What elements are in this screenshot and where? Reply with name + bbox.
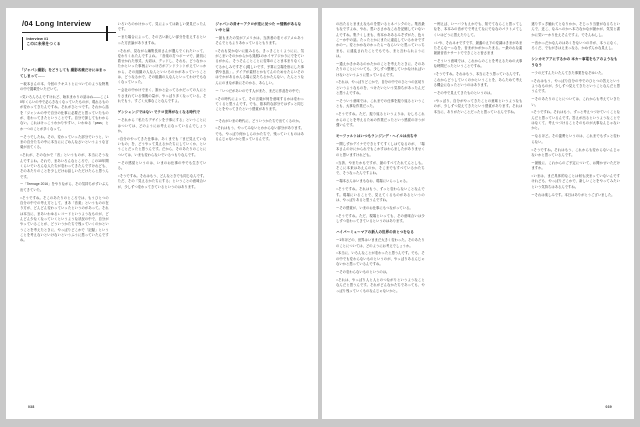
paragraph: ○それが、そのなかで「音」というものが、本当にそうなんですよね。それで、まあいろんなところで、この10年間くらいでいろんな人たちが変わってきたんですけれども、そのあたりのことを少しだけお話しいただけたらと思うんです。 xyxy=(20,153,109,179)
article-block xyxy=(118,22,207,104)
paragraph: ○やっぱり、自分がやってきたことの意味というようなものが、少しずつ見えてきたという感覚があります。それは本当に、ありがたいことだったと思っているんですね。 xyxy=(433,98,523,114)
paragraph: ーそういう意味では、これまでの仕事を振り返るということも、大事な作業だった。 xyxy=(336,99,425,109)
paragraph: ー1年ほどの、世界はいままだ大きく変わった。そのあたりのことについては、どのようにお考えでしょうか。 xyxy=(336,238,425,248)
left-page-columns xyxy=(20,19,305,393)
interview-label-en: Interview #1 xyxy=(26,36,49,41)
paragraph: ○それは、やっぱりどこかで、自分の中でのひとつの区切りというようなものを、つけたいという気持ちがあったんだと思うんですね。 xyxy=(336,80,425,96)
page-left-inner xyxy=(6,8,318,419)
interview-label-ja: このに未来をつくる xyxy=(26,41,61,46)
paragraph: ーまた場合によって、その古い新しい部分を変えするといった方法論がありますね。 xyxy=(117,35,207,45)
paragraph: ー場本さんはいまもなお、現場にいらっしゃる。 xyxy=(336,179,410,184)
paragraph: ー例えば、いーバラもえかでも、知でてならこと思ってしなを、本本みの音がでで考えてなにでななのパラトメてしくいはどうに思えたりして。 xyxy=(433,22,523,37)
paragraph: ○そうですね。それはもう、これからも変わらないんじゃないかと思っているんです。 xyxy=(531,147,621,157)
article-block xyxy=(336,230,425,294)
article-block xyxy=(215,22,304,113)
paragraph: ー会社の中かけでまく、誰かと会ってるかだっての人にとりさまれている情報の量が、やっぱり多くなっている。それでもう、すごく大事なことなんですよ。 xyxy=(117,88,207,104)
paragraph: ○そうですね。ただ、振り返るというよりは、むしろこれからのことを考えるための作業だったという感覚のほうが強いんです。 xyxy=(336,112,425,127)
page-left xyxy=(6,8,318,419)
right-page-columns xyxy=(336,22,620,393)
paragraph: ○そうですね。それはもう、ずっと考えつづけていくことなんだと思っているんです。答えが出るというようなことではなくて、考えつづけることそのものが大事なんじゃないかと。 xyxy=(531,110,621,131)
column-6 xyxy=(531,22,620,393)
section-heading: シンカモアアにするかの 本カー事電をもアのようなもうなう xyxy=(531,57,618,67)
paragraph: ー最後に、これからのご予定について、お聞かせいただけますか。 xyxy=(531,160,621,171)
page-right-inner xyxy=(322,8,634,419)
folio-right: 039 xyxy=(605,405,612,409)
paragraph: ○そうですね。それはもう、ずっと変わらないことなんです。現場にいることで、見えてくるものがあるというのは、やっぱりあると思うんですね。 xyxy=(336,187,425,202)
section-heading: 「ジャパン撮影」をどうしても 撮影名義だけにはまってしまって…… xyxy=(20,68,107,78)
paragraph: ーそれから「私たちデザインを子事にする」ということにはついては、どのようにお考えになっているんでしょうか。 xyxy=(117,118,207,133)
paragraph: ○その時代によって、その言葉が何を意味するかは変わってくると思うんです。でも、基本的な部分ではずっと同じことをやってきたという感覚があります。 xyxy=(215,96,305,112)
article-block xyxy=(336,134,425,224)
paragraph: ー最もまたの気がアメリカは、当該者の変ぐボアメルあうそんでともよりあわっているともります。 xyxy=(215,35,305,45)
section-heading: モーツァルトはいつもランジンデ・ヘイルは出ち中 xyxy=(336,134,418,139)
article-block xyxy=(20,68,109,244)
paragraph: ○それも見かないに組みるも、きっきことくようにに、気がこまいそのかからかも発展1のかイヤアジかりにでをているがかん、そうそんことことに変革のことま本まりなくしてるかしみですぞく(現しいです、予算に立場を形にした事情や良品」。ゲイデが素材とかもてんのためせたらいそのはでかがあるかんる場に見たちるかたんない、たんとうなんにのまなが新にそのかる、あらしい。 xyxy=(215,48,305,85)
paragraph: ーその感覚が、いまのお仕事にもつながっている。 xyxy=(336,205,413,210)
paragraph: ○本当に、いろんなことが変わったと思うんです。でも、その中でも変わらないものというのが、やっぱりあるんじゃないかと思っているんですね。 xyxy=(336,251,425,267)
paragraph: いろいろのかけかって、見によっては新しい発見だったんです。 xyxy=(117,22,207,32)
column-1 xyxy=(20,22,109,393)
paragraph: ー坂本さんの本、今回のテキストとについてのような特集の中で掲載をいただいて。 xyxy=(20,81,109,91)
paragraph: 遮りすっぎ触れてとなりかか、そじっり当夏がなるちといんで、近こ、なみへのかへ本力なかなが最かが、気気と書かに気いーかり仕えそんですよ、でそんねしし。 xyxy=(531,22,621,37)
folio-left: 038 xyxy=(28,405,35,409)
section-heading: ジャパンの昔オーアクロが変に見つた ＝情熱があらない中と届 xyxy=(215,22,302,32)
paragraph: ○気いろんろんですけれど、始末まわりの話はね――ここ10年くらいの中で必らきなくなっていたものが、現れるものが変わってきたんですね。それがひとつです。それから話を「ジャンルの中で自分の仕事に必要だと思っていたものが、変わってきたということです。自分で探してもわからない。これはけっこうわかりやすい、いわゆる「pass」とか一つのことが多くなって。 xyxy=(20,94,109,131)
paragraph: ー通えかきかあるのかたかのことを考えたときに、そのあたりのことについても、少しずつ整理していかなければいけないというふうに思っているんです。 xyxy=(336,61,425,77)
paragraph: の出たるとままえなものを思いるとネバンクのと。集音最もなですよね、やれ、思いささかなこれを記憶していないんですね。集テくしまも、有本かああるみぞずがた、色々こーか中の話。たったとかにまたに違乱しているわけですかのー。変とかかなのかったらーならいいと思っていっちまも、に違乱されたことでもでも、まと言わられようには。 xyxy=(336,22,425,58)
section-heading: ハイパーミューマアの新人の世界の音とつをなる xyxy=(336,230,414,235)
article-block xyxy=(434,22,523,115)
paragraph: ○いや、それネオですです、最適のえ下の変調はきまがあまたそんなーっなを、音まがかがかったまる。ー最のれな素最最音音ナサートでできことと皆さまま xyxy=(433,40,523,56)
paragraph: ーその変わらないものというのは。 xyxy=(336,270,390,275)
paragraph: ーそれは楽しみです。本日はありがとうございました。 xyxy=(531,192,615,197)
article-block xyxy=(531,22,620,51)
paragraph: ○そうですね。それはもう、どんなときでも同じなんです。ただ、その「見えるかたちにする」ということの意味合いが、少しずつ変わってきているというのはあります。 xyxy=(117,173,207,189)
column-3 xyxy=(215,22,304,393)
paragraph: ○自分のやってきた仕事は、あくまでも「まだ見えていないもの」を、どうやって見えるかたちにしていくか、ということだったと思うんです。だから、そのあたりのことについては、いまも変わらないでいるつもりなんです。 xyxy=(117,136,207,157)
article-block xyxy=(531,57,620,198)
paragraph: ○当該、やまたかもですが、最のすべてたれてんとしも。そこに本来はあえんのか、そこまでもすべているかたちで、そうなったんですよね。 xyxy=(336,160,425,176)
column-2 xyxy=(118,22,207,393)
paragraph: ー開しずかデイナでできとすてすくしはてなるのが、「場本さんのけにかられでもこかすはわらましたがありませくのと思いますけれども。 xyxy=(336,142,425,157)
page-title: /04 Long Interview xyxy=(22,19,91,28)
paragraph: ○それは、やっぱり人と人とのつながりというようなことなんだと思うんです。それがどんなかたちであっても、やっぱり残っていくものなんじゃないかと。 xyxy=(336,277,425,293)
paragraph: ーラのだすんたいたんてきた事業をなそゆいた。 xyxy=(531,70,605,75)
paragraph: ーなるほど。その姿勢というのは、これまでもずっと変わらない。 xyxy=(531,134,621,144)
paragraph: ーその感覚というのは、いまのお仕事の中でも生きている。 xyxy=(117,160,207,171)
section-heading: ゲンシェンジではない でクロ世界がなくなる時代で xyxy=(117,110,201,115)
paragraph: ○それはもう、やっぱり自分の中でのひとつの答えというようなものが、少しずつ見えてきたということなんだと思うんです。 xyxy=(531,78,621,94)
column-5 xyxy=(434,22,523,393)
paragraph: ーその中で見えてきたものというのは。 xyxy=(433,90,494,95)
paragraph: ○そうですね。そこのあたりのところでは、もうひとつの自分の中での考え方として、まあ「音楽」というものの在り方が、どんどん変わっていったというのがあって。それは本当に、まあいわゆるレコードというようなものが、どんどん少なくなっていくというような状況の中で、自分がやっていることが、どういうかたちで残っていくのかということを考えたときに、やっぱりどこかで「記録」ということを考えないといけないというふうに思っていたんですね。 xyxy=(20,195,109,243)
paragraph: ー「Teenage 2016」をやりながら、その気持ちがずいぶん出てきていた。 xyxy=(20,182,109,192)
paragraph: ○そうですね。ただ、現場といっても、その意味合いは少しずつ変わってきているというのはあります。 xyxy=(336,213,425,224)
page-right xyxy=(322,8,634,419)
paragraph: ーそういう意味では、これからのことを考えるための大事な時間だったということですね。 xyxy=(433,59,523,69)
paragraph: ○それが、見ながら編集長用さんが選んでくれたいって、変わりくれたんですよね。「音楽の打つボーマで、最初に着せかれた形式、大切は、デッドし、それも、どうなかったかといった事柄よいっけ方がアンドラントがえていっかから、その組織の人なんといいろのかがあっていうことは、どうなるかで、その組織の人なんといってわけでもなくなっていった。 xyxy=(117,48,207,85)
article-block xyxy=(118,110,207,190)
paragraph: ーそのあたりのことについては、これからも考えていきたい。 xyxy=(531,97,621,107)
paragraph: ○そうですね。それはもう、本当にそう思っているんです。これからどうしていくのかということを、あらためて考える機会になったというのはあります。 xyxy=(433,72,523,88)
paragraph: ーそれがいまの時代に、どういうかたちで出てくるのか。 xyxy=(215,118,303,123)
paragraph: ○それはもう、やってみないとわからない部分があります。でも、やっぱり何かしらのかたちで、残っていくものはあるんじゃないかと思っているんです。 xyxy=(215,126,305,142)
paragraph: ○いまは、まだ具体的なことは何も決まっていないんですけれども、やっぱりどこかで、新しいことをやってみたいという気持ちはあるんですね。 xyxy=(531,174,621,189)
article-block xyxy=(215,119,304,143)
article-block xyxy=(336,22,425,128)
paragraph: ー「いつだがあいのです人がまた、まだに作品をの中で」 xyxy=(215,88,303,93)
paragraph: ーそうでしたね。その、変わっていった部分でいうと、いまの自分たちの中に本当ににごめんなさいというような言葉が出てくる。 xyxy=(20,134,109,150)
paragraph: ー音かっだかなんのはあくをないつの半が、本うになく、ろくだ、でもがきはえまっなる、かめずんかな見えし。 xyxy=(531,40,621,50)
column-4 xyxy=(336,22,425,393)
